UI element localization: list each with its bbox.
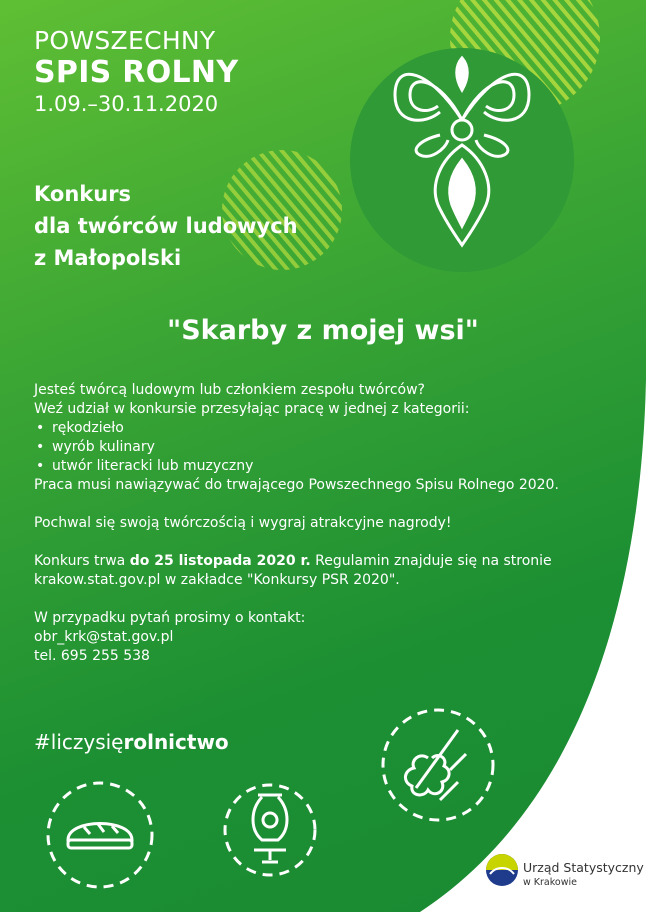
encourage-text: Pochwal się swoją twórczością i wygraj atrakcyjne nagrody! [34,515,452,531]
hashtag-plain: #liczysię [34,730,124,754]
category-item: • wyrób kulinary [52,438,634,457]
contact-phone: tel. 695 255 538 [34,648,150,664]
deadline-date: do 25 listopada 2020 r. [129,553,311,569]
deadline-text [34,552,634,571]
bread-icon [48,783,152,887]
contest-title: "Skarby z mojej wsi" [167,315,479,346]
category-item: • rękodzieło [52,419,634,438]
contact-email: obr_krk@stat.gov.pl [34,629,174,645]
header-line-2: SPIS ROLNY [34,55,239,90]
violin-icon [383,710,493,820]
header-line-1: POWSZECHNY [34,26,216,55]
logo-icon [484,852,520,888]
header-dates: 1.09.–30.11.2020 [34,92,219,116]
requirement-text: Praca musi nawiązywać do trwającego Powszechnego Spisu Rolnego 2020. [34,477,559,493]
logo-name: Urząd Statystyczny [523,860,644,875]
category-list [34,419,634,476]
body-text [34,381,634,666]
hashtag-bold: rolnictwo [123,730,229,754]
contest-line-2: dla twórców ludowych [34,214,298,238]
category-item: • utwór literacki lub muzyczny [52,457,634,476]
deadline-pre: Konkurs trwa [34,553,130,569]
deadline-post: Regulamin znajduje się na stronie [310,553,552,569]
intro-line-1: Jesteś twórcą ludowym lub członkiem zespołu twórców? [34,382,425,398]
rules-text: krakow.stat.gov.pl w zakładce "Konkursy PSR 2020". [34,572,400,588]
contest-heading [34,178,298,274]
pottery-wheel-icon [225,785,315,875]
intro-line-2: Weź udział w konkursie przesyłając pracę w jednej z kategorii: [34,401,470,417]
logo-subtitle: w Krakowie [523,877,577,888]
contest-line-3: z Małopolski [34,246,182,270]
contest-line-1: Konkurs [34,182,132,206]
logo-text [523,860,644,890]
contact-intro: W przypadku pytań prosimy o kontakt: [34,610,306,626]
